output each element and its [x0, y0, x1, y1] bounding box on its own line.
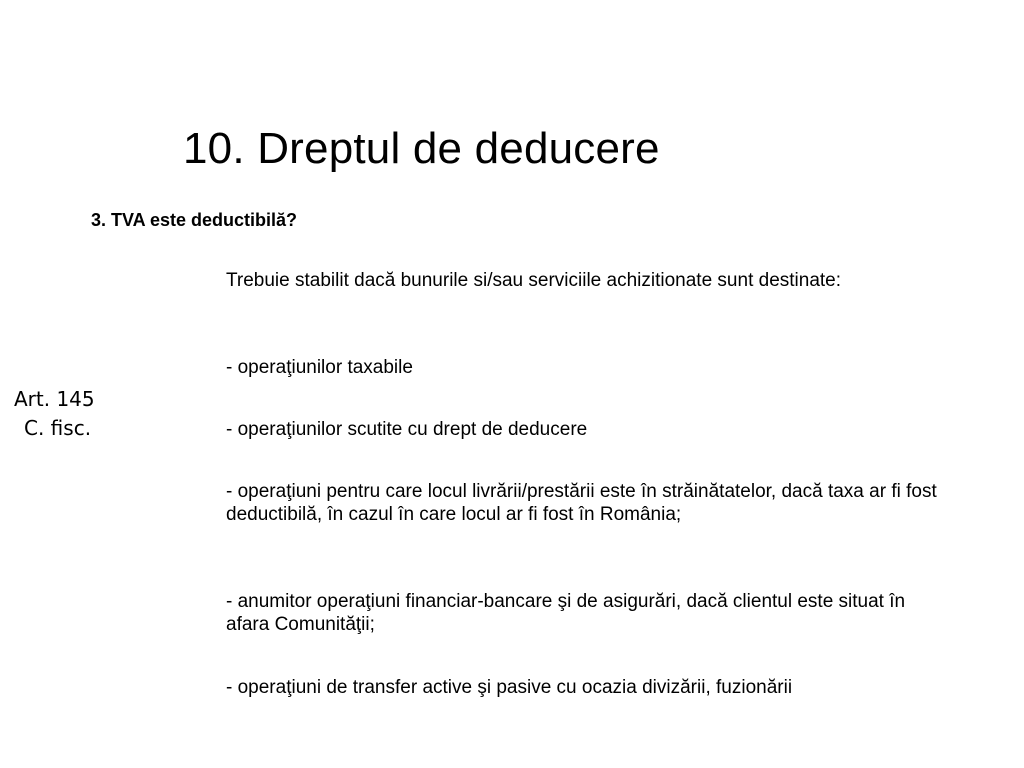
slide-subtitle: 3. TVA este deductibilă? [91, 210, 298, 230]
article-reference [14, 385, 144, 443]
article-reference-line2: C. fisc. [24, 416, 92, 440]
intro-paragraph: Trebuie stabilit dacă bunurile si/sau serviciile achizitionate sunt destinate: [226, 270, 842, 291]
slide-title: 10. Dreptul de deducere [183, 124, 660, 173]
list-item: - anumitor operaţiuni financiar-bancare şi de asigurări, dacă clientul este situat în afara Comunităţii; [226, 591, 906, 635]
article-reference-line1: Art. 145 [14, 387, 95, 411]
list-item: - operaţiunilor taxabile [226, 357, 413, 378]
list-item: - operaţiuni pentru care locul livrării/prestării este în străinătatelor, dacă taxa ar fi fost deductibilă, în cazul în care locul ar fi fost în România; [226, 481, 937, 525]
list-item: - operaţiuni de transfer active şi pasive cu ocazia divizării, fuzionării [226, 677, 793, 698]
list-item: - operaţiunilor scutite cu drept de deducere [226, 419, 588, 440]
